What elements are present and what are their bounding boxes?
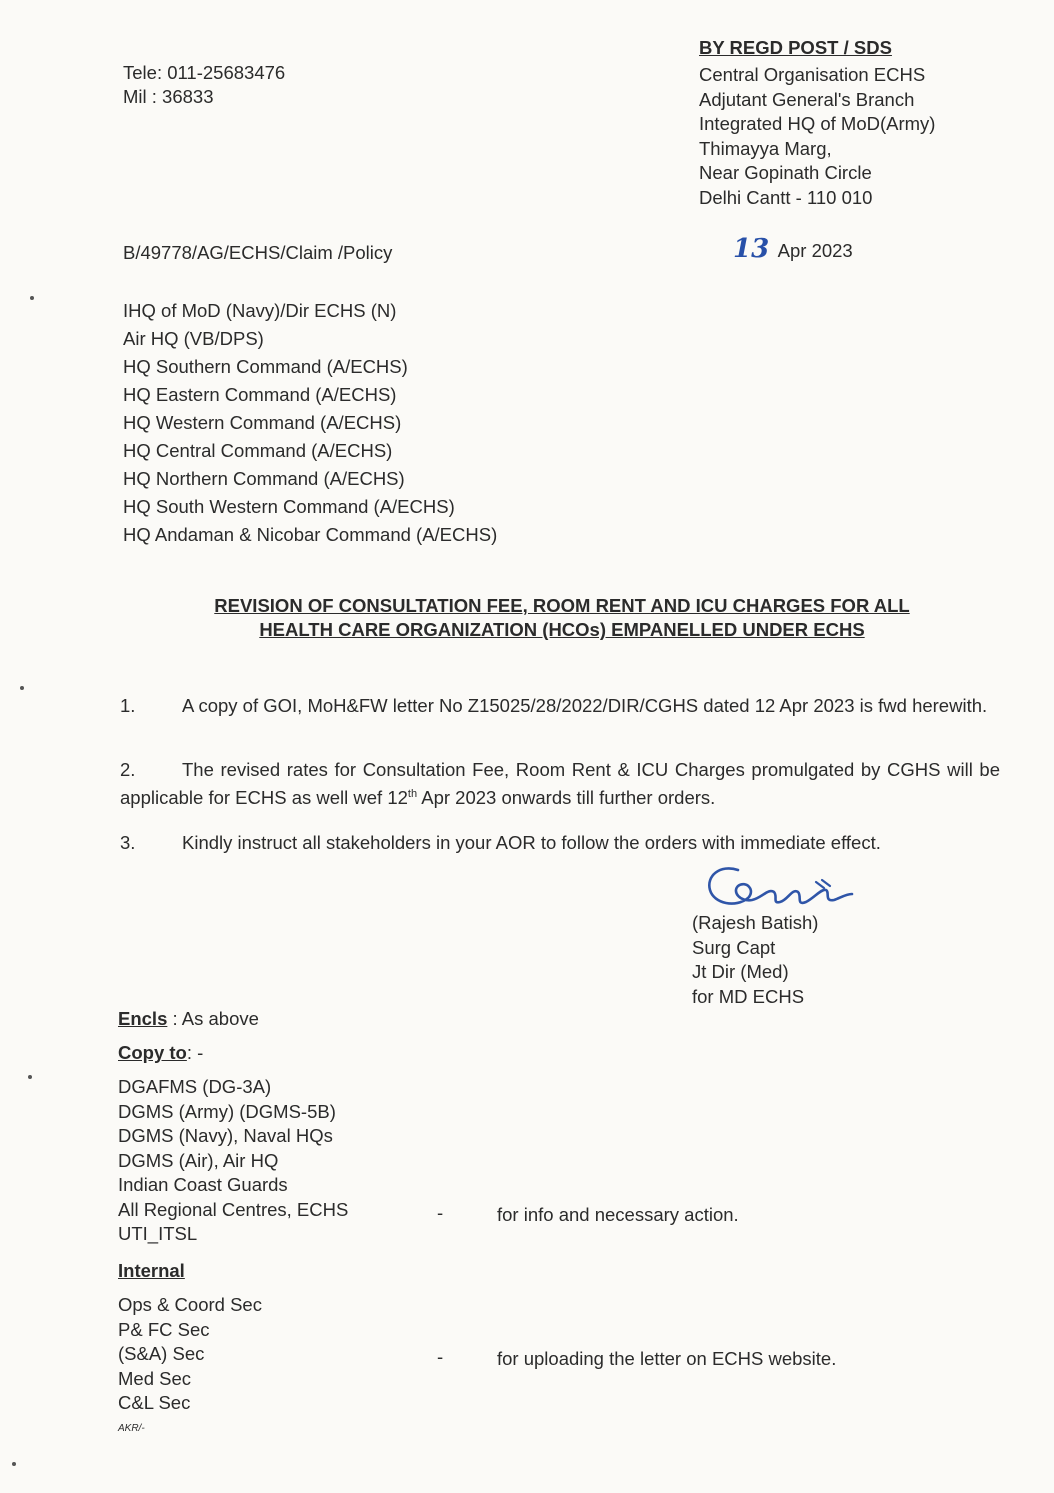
address-line: Adjutant General's Branch bbox=[699, 88, 915, 110]
address-line: Central Organisation ECHS bbox=[699, 64, 926, 85]
internal-recipient: P& FC Sec bbox=[118, 1318, 210, 1340]
copy-to-list bbox=[118, 1075, 348, 1247]
scan-speck bbox=[12, 1462, 16, 1466]
subject-line: HEALTH CARE ORGANIZATION (HCOs) EMPANELLED UNDER ECHS bbox=[259, 619, 865, 640]
addressee: HQ Northern Command (A/ECHS) bbox=[123, 468, 405, 489]
paragraph-text: The revised rates for Consultation Fee, Room Rent & ICU Charges promulgated by CGHS will be applicable for ECHS as well wef 12 bbox=[120, 759, 1000, 809]
sender-address bbox=[699, 63, 935, 210]
copy-recipient: DGMS (Air), Air HQ bbox=[118, 1149, 279, 1171]
enclosure-value: : As above bbox=[167, 1008, 259, 1029]
copy-recipient: DGAFMS (DG-3A) bbox=[118, 1076, 272, 1097]
signatory-block bbox=[692, 911, 818, 1009]
addressee: HQ Andaman & Nicobar Command (A/ECHS) bbox=[123, 524, 498, 545]
internal-heading: Internal bbox=[118, 1260, 185, 1281]
addressee: HQ South Western Command (A/ECHS) bbox=[123, 496, 455, 517]
dispatch-mode: BY REGD POST / SDS bbox=[699, 37, 892, 58]
copy-recipient: Indian Coast Guards bbox=[118, 1174, 288, 1195]
paragraph-text: A copy of GOI, MoH&FW letter No Z15025/28/2022/DIR/CGHS dated 12 Apr 2023 is fwd herewith. bbox=[182, 695, 988, 716]
addressee: HQ Southern Command (A/ECHS) bbox=[123, 356, 408, 377]
internal-dash: - bbox=[437, 1346, 444, 1367]
signatory-appointment: Jt Dir (Med) bbox=[692, 961, 789, 982]
subject-line: REVISION OF CONSULTATION FEE, ROOM RENT AND ICU CHARGES FOR ALL bbox=[214, 595, 910, 616]
address-line: Integrated HQ of MoD(Army) bbox=[699, 113, 936, 134]
addressee: HQ Western Command (A/ECHS) bbox=[123, 412, 402, 433]
military-number: Mil : 36833 bbox=[123, 86, 214, 107]
telephone: Tele: 011-25683476 bbox=[123, 62, 286, 83]
copy-recipient: UTI_ITSL bbox=[118, 1223, 198, 1244]
signatory-name: (Rajesh Batish) bbox=[692, 912, 819, 933]
internal-action: for uploading the letter on ECHS website. bbox=[497, 1348, 837, 1369]
paragraph-text: Apr 2023 onwards till further orders. bbox=[417, 787, 716, 809]
address-line: Thimayya Marg, bbox=[699, 137, 832, 159]
signatory-rank: Surg Capt bbox=[692, 936, 776, 958]
signatory-on-behalf: for MD ECHS bbox=[692, 985, 805, 1007]
paragraph-number: 1. bbox=[120, 695, 136, 716]
internal-recipient: C&L Sec bbox=[118, 1392, 191, 1413]
address-line: Near Gopinath Circle bbox=[699, 162, 872, 183]
scan-speck bbox=[20, 686, 24, 690]
copy-to-heading bbox=[118, 1041, 203, 1066]
addressee: IHQ of MoD (Navy)/Dir ECHS (N) bbox=[123, 300, 397, 321]
paragraph-text: Kindly instruct all stakeholders in your AOR to follow the orders with immediate effect. bbox=[182, 832, 881, 853]
enclosure-label: Encls bbox=[118, 1008, 168, 1029]
paragraph-1 bbox=[120, 694, 1000, 718]
internal-list bbox=[118, 1293, 262, 1416]
copy-to-action: for info and necessary action. bbox=[497, 1204, 739, 1225]
signature bbox=[700, 858, 870, 918]
date bbox=[733, 234, 853, 264]
internal-recipient: Med Sec bbox=[118, 1367, 192, 1389]
handwritten-day: 13 bbox=[733, 234, 770, 264]
copy-recipient: DGMS (Army) (DGMS-5B) bbox=[118, 1100, 336, 1122]
scan-speck bbox=[28, 1075, 32, 1079]
paragraph-3 bbox=[120, 831, 1000, 855]
paragraph-2 bbox=[120, 758, 1000, 810]
addressee: HQ Eastern Command (A/ECHS) bbox=[123, 384, 397, 405]
copy-recipient: All Regional Centres, ECHS bbox=[118, 1198, 349, 1220]
scan-speck bbox=[30, 296, 34, 300]
copy-to-suffix: : - bbox=[186, 1042, 204, 1063]
addressee: HQ Central Command (A/ECHS) bbox=[123, 440, 393, 461]
date-month-year: Apr 2023 bbox=[777, 240, 853, 261]
address-line: Delhi Cantt - 110 010 bbox=[699, 186, 873, 208]
copy-recipient: DGMS (Navy), Naval HQs bbox=[118, 1125, 333, 1146]
addressee: Air HQ (VB/DPS) bbox=[123, 328, 264, 349]
internal-recipient: (S&A) Sec bbox=[118, 1343, 205, 1364]
copy-to-dash: - bbox=[437, 1202, 444, 1223]
addressee-list bbox=[123, 297, 497, 549]
ordinal-suffix: th bbox=[407, 788, 418, 800]
enclosure bbox=[118, 1007, 259, 1032]
copy-to-label: Copy to bbox=[118, 1042, 187, 1063]
internal-recipient: Ops & Coord Sec bbox=[118, 1294, 262, 1315]
paragraph-number: 3. bbox=[120, 832, 136, 853]
paragraph-number: 2. bbox=[120, 759, 136, 780]
subject bbox=[132, 594, 992, 642]
reference-number: B/49778/AG/ECHS/Claim /Policy bbox=[123, 242, 393, 263]
typist-initials: AKR/- bbox=[118, 1423, 145, 1434]
